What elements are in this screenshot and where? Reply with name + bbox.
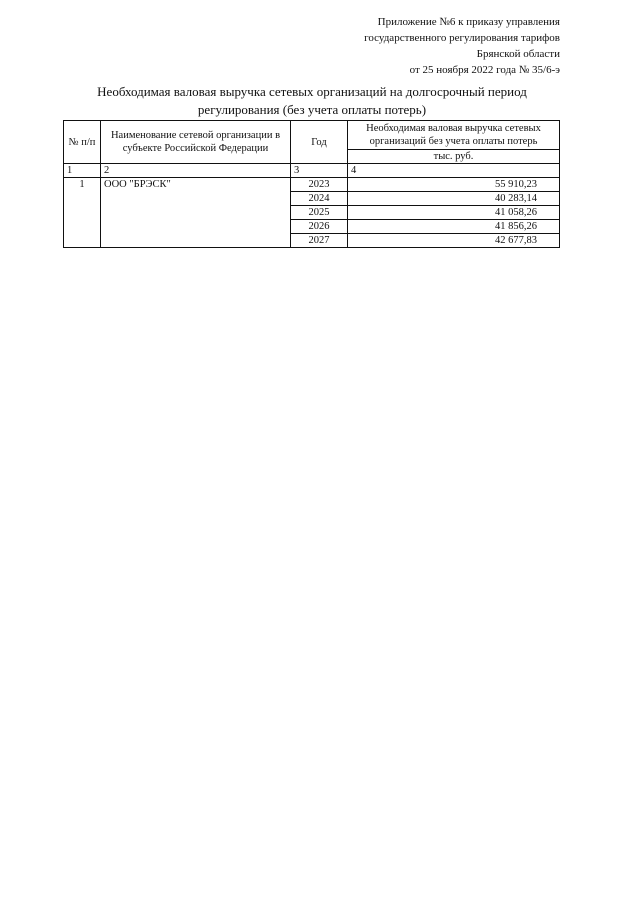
header-unit: тыс. руб. xyxy=(348,150,560,164)
index-cell: 1 xyxy=(64,164,101,178)
revenue-table xyxy=(63,120,560,248)
org-number: 1 xyxy=(64,178,101,248)
year-cell: 2025 xyxy=(291,206,348,220)
table-row xyxy=(64,178,560,192)
attachment-header xyxy=(364,14,560,78)
document-title xyxy=(64,83,560,119)
title-line-1: Необходимая валовая выручка сетевых организаций на долгосрочный период xyxy=(97,84,527,99)
year-cell: 2027 xyxy=(291,234,348,248)
header-line-4: от 25 ноября 2022 года № 35/6-э xyxy=(409,64,560,76)
value-cell: 40 283,14 xyxy=(348,192,560,206)
header-line-2: государственного регулирования тарифов xyxy=(364,32,560,44)
year-cell: 2023 xyxy=(291,178,348,192)
value-cell: 42 677,83 xyxy=(348,234,560,248)
title-line-2: регулирования (без учета оплаты потерь) xyxy=(197,102,427,117)
value-cell: 41 058,26 xyxy=(348,206,560,220)
index-cell: 4 xyxy=(348,164,560,178)
year-cell: 2024 xyxy=(291,192,348,206)
index-cell: 3 xyxy=(291,164,348,178)
header-line-3: Брянской области xyxy=(476,48,560,60)
index-cell: 2 xyxy=(101,164,291,178)
header-year: Год xyxy=(291,121,348,164)
value-cell: 41 856,26 xyxy=(348,220,560,234)
header-line-1: Приложение №6 к приказу управления xyxy=(377,16,560,28)
year-cell: 2026 xyxy=(291,220,348,234)
org-name: ООО "БРЭСК" xyxy=(101,178,291,248)
header-value: Необходимая валовая выручка сетевых организаций без учета оплаты потерь xyxy=(348,121,560,150)
header-num: № п/п xyxy=(64,121,101,164)
value-cell: 55 910,23 xyxy=(348,178,560,192)
header-org-name: Наименование сетевой организации в субъекте Российской Федерации xyxy=(101,121,291,164)
